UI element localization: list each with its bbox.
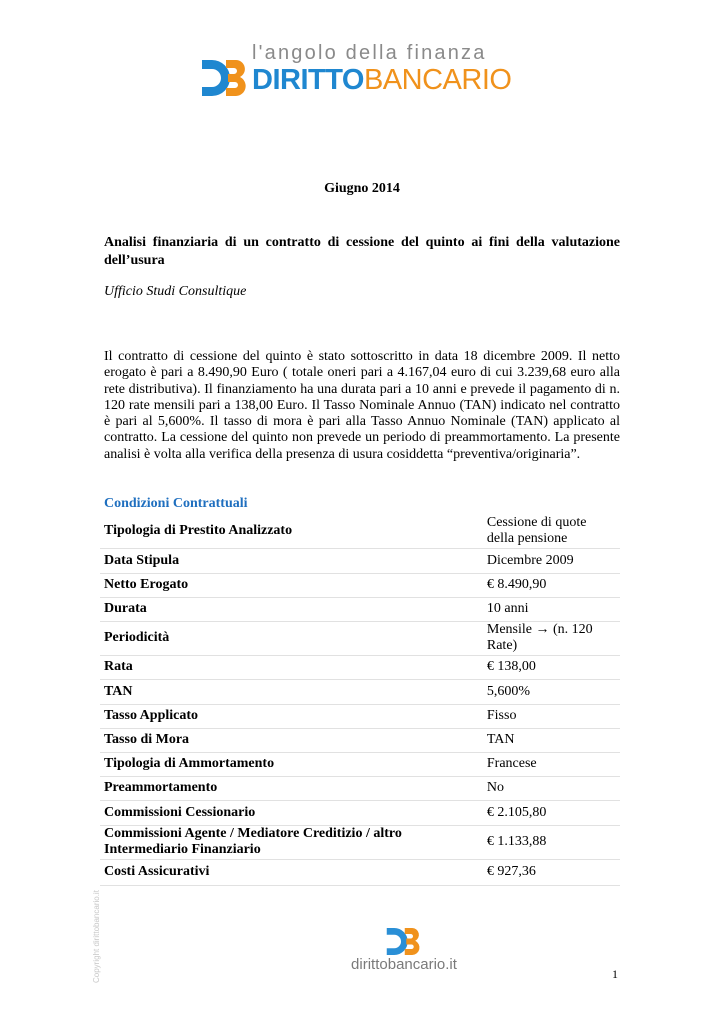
condition-value: € 1.133,88: [483, 825, 620, 859]
conditions-table: [100, 514, 620, 886]
condition-label: Periodicità: [100, 621, 483, 655]
condition-value: Mensile → (n. 120 Rate): [483, 621, 620, 655]
copyright-watermark: Copyright dirittobancario.it: [92, 890, 101, 983]
logo-word-diritto: DIRITTO: [252, 64, 364, 96]
section-title: Condizioni Contrattuali: [104, 496, 248, 511]
condition-value: € 8.490,90: [483, 573, 620, 597]
table-row: [100, 825, 620, 859]
logo-word-bancario: BANCARIO: [363, 64, 512, 96]
logo-wordmark: [252, 64, 511, 96]
document-date: Giugno 2014: [324, 181, 400, 196]
condition-value: € 138,00: [483, 655, 620, 679]
table-row: [100, 679, 620, 704]
condition-label: Costi Assicurativi: [100, 859, 483, 885]
condition-label: Commissioni Agente / Mediatore Creditizio / altro Intermediario Finanziario: [100, 825, 483, 859]
table-row: [100, 859, 620, 885]
condition-label: Durata: [100, 597, 483, 621]
condition-value: Fisso: [483, 704, 620, 728]
condition-label: Tasso Applicato: [100, 704, 483, 728]
condition-value: No: [483, 776, 620, 800]
table-row: [100, 728, 620, 752]
condition-value: TAN: [483, 728, 620, 752]
condition-value: € 2.105,80: [483, 800, 620, 825]
condition-label: Tipologia di Ammortamento: [100, 752, 483, 776]
condition-label: Data Stipula: [100, 548, 483, 573]
table-row: [100, 548, 620, 573]
table-row: [100, 621, 620, 655]
condition-value: Francese: [483, 752, 620, 776]
table-row: [100, 752, 620, 776]
db-footer-logo-icon: [385, 925, 423, 958]
footer-url[interactable]: dirittobancario.it: [351, 956, 457, 973]
condition-label: Tasso di Mora: [100, 728, 483, 752]
condition-value: Cessione di quote della pensione: [483, 514, 620, 548]
document-title: Analisi finanziaria di un contratto di cessione del quinto ai fini della valutazione dell’usura: [104, 235, 620, 268]
condition-label: Netto Erogato: [100, 573, 483, 597]
condition-label: Rata: [100, 655, 483, 679]
condition-label: Commissioni Cessionario: [100, 800, 483, 825]
db-logo-icon: [200, 56, 250, 100]
table-row: [100, 655, 620, 679]
condition-label: Tipologia di Prestito Analizzato: [100, 514, 483, 548]
condition-label: Preammortamento: [100, 776, 483, 800]
table-row: [100, 704, 620, 728]
table-row: [100, 597, 620, 621]
table-row: [100, 573, 620, 597]
condition-value: 5,600%: [483, 679, 620, 704]
page-number: 1: [612, 967, 618, 981]
table-row: [100, 514, 620, 548]
table-row: [100, 800, 620, 825]
condition-value: 10 anni: [483, 597, 620, 621]
body-paragraph: Il contratto di cessione del quinto è stato sottoscritto in data 18 dicembre 2009. Il netto erogato è pari a 8.490,90 Euro ( totale oneri pari a 4.167,04 euro di cui 3.239,68 euro alla rete distributiva). Il finanziamento ha una durata pari a 10 anni e prevede il pagamento di n. 120 rate mensili pari a 138,00 Euro. Il Tasso Nominale Annuo (TAN) indicato nel contratto è pari al 5,600%. Il tasso di mora è pari alla Tasso Annuo Nominale (TAN) applicato al contratto. La cessione del quinto non prevede un periodo di preammortamento. La presente analisi è volta alla verifica della presenza di usura cosiddetta “preventiva/originaria”.: [104, 349, 620, 462]
condition-value: € 927,36: [483, 859, 620, 885]
table-row: [100, 776, 620, 800]
condition-label: TAN: [100, 679, 483, 704]
logo-tagline: l'angolo della finanza: [252, 42, 487, 64]
document-author: Ufficio Studi Consultique: [104, 284, 247, 299]
condition-value: Dicembre 2009: [483, 548, 620, 573]
